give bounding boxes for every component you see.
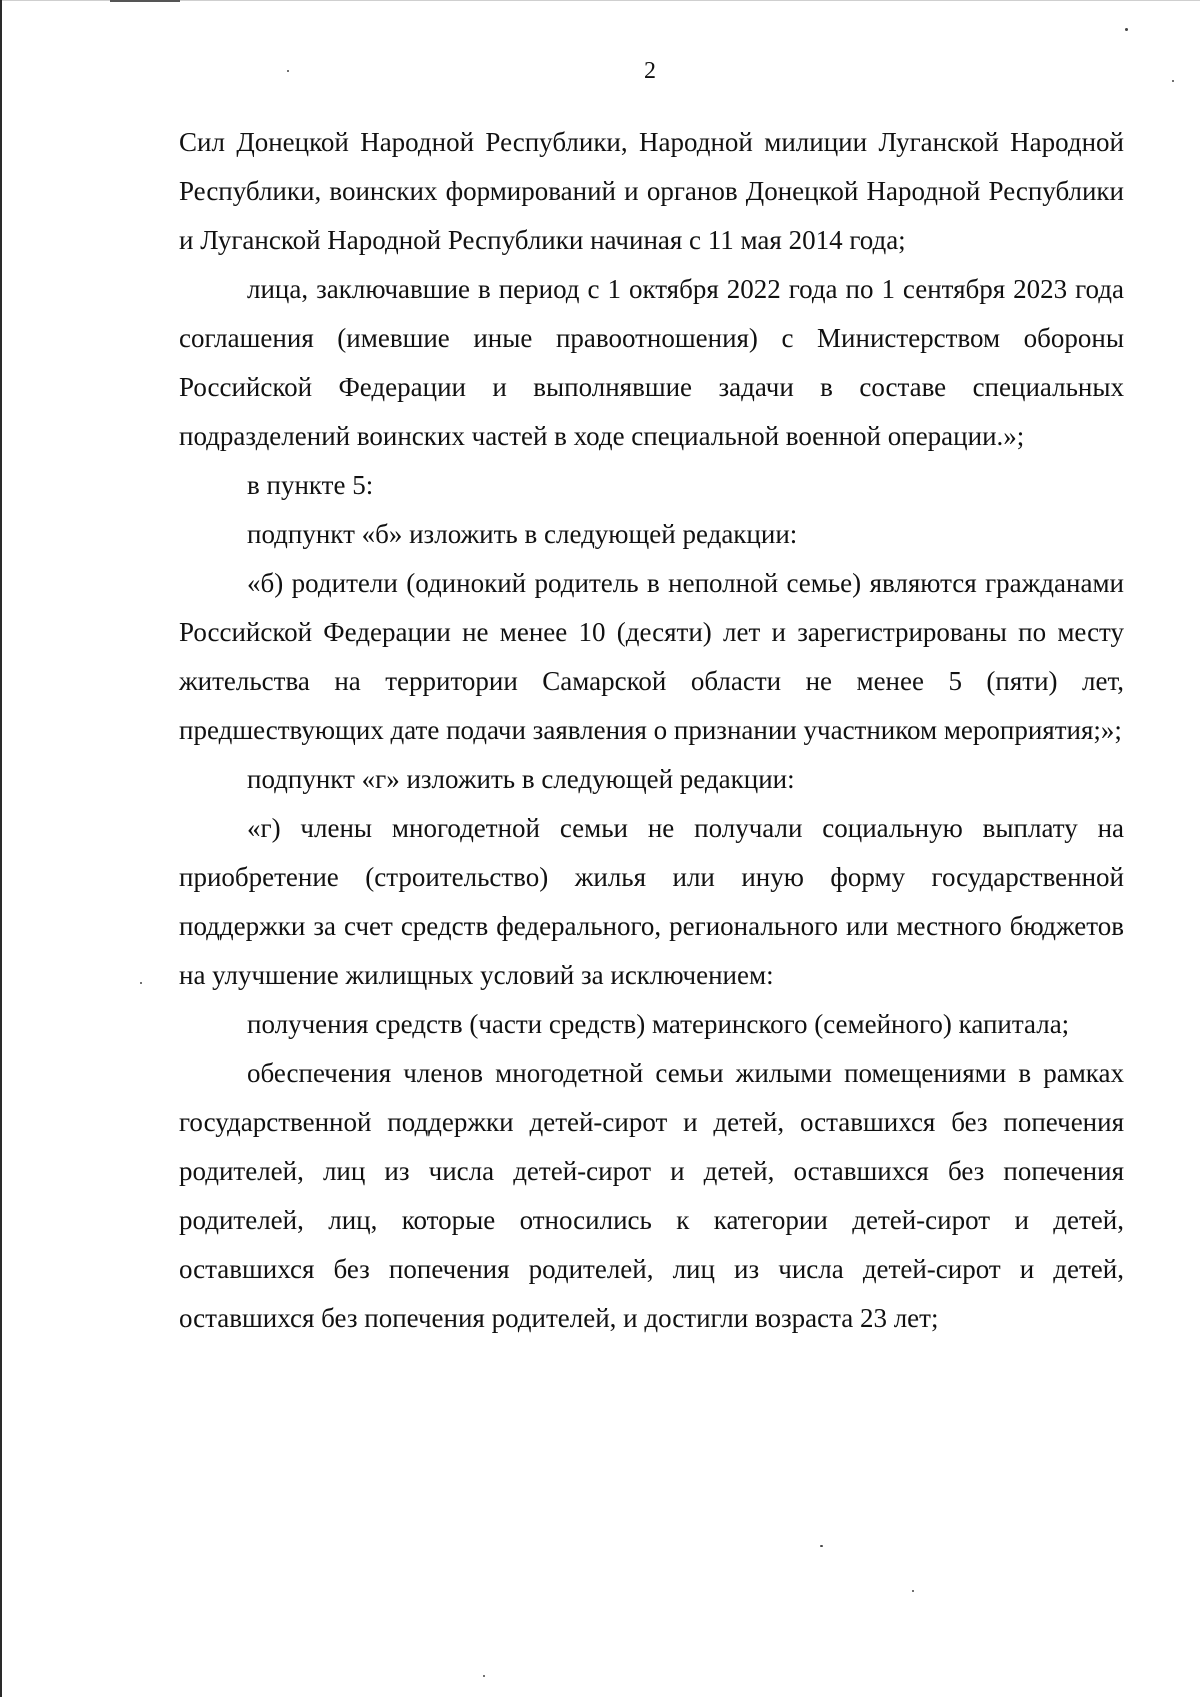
scan-speck bbox=[287, 70, 289, 72]
scan-top-mark bbox=[110, 0, 180, 2]
scan-left-edge bbox=[0, 0, 2, 1697]
paragraph-subpoint-b-intro: подпункт «б» изложить в следующей редакции: bbox=[247, 519, 798, 549]
scan-speck bbox=[820, 1545, 823, 1547]
scan-top-edge bbox=[0, 0, 1200, 1]
page-number: 2 bbox=[644, 58, 656, 84]
paragraph-maternity-capital: получения средств (части средств) материнского (семейного) капитала; bbox=[247, 1009, 1070, 1039]
scan-speck bbox=[483, 1675, 485, 1677]
paragraph-subpoint-g: «г) члены многодетной семьи не получали социальную выплату на приобретение (строительство) жилья или иную форму государственной поддержки за счет средств федерального, регионального или местного бюджетов на улучшение жилищных условий за исключением: bbox=[179, 813, 1124, 990]
paragraph-subpoint-b: «б) родители (одинокий родитель в неполной семье) являются гражданами Российской Федерации не менее 10 (десяти) лет и зарегистрированы по месту жительства на территории Самарской области не менее 5 (пяти) лет, предшествующих дате подачи заявления о признании участником мероприятия;»; bbox=[179, 568, 1124, 745]
scan-speck bbox=[912, 1590, 914, 1592]
scan-speck bbox=[1125, 28, 1128, 31]
paragraph-point-5: в пункте 5: bbox=[247, 470, 374, 500]
paragraph-continuation: Сил Донецкой Народной Республики, Народной милиции Луганской Народной Республики, воинских формирований и органов Донецкой Народной Республики и Луганской Народной Республики начиная с 11 мая 2014 года; bbox=[179, 127, 1124, 255]
scan-speck bbox=[1172, 80, 1174, 82]
scan-speck bbox=[140, 982, 142, 984]
paragraph-subpoint-g-intro: подпункт «г» изложить в следующей редакции: bbox=[247, 764, 795, 794]
paragraph-orphans-housing: обеспечения членов многодетной семьи жилыми помещениями в рамках государственной поддержки детей-сирот и детей, оставшихся без попечения родителей, лиц из числа детей-сирот и детей, оставшихся без попечения родителей, лиц, которые относились к категории детей-сирот и детей, оставшихся без попечения родителей, лиц из числа детей-сирот и детей, оставшихся без попечения родителей, и достигли возраста 23 лет; bbox=[179, 1058, 1124, 1333]
paragraph-contract-persons: лица, заключавшие в период с 1 октября 2022 года по 1 сентября 2023 года соглашения (имевшие иные правоотношения) с Министерством обороны Российской Федерации и выполнявшие задачи в составе специальных подразделений воинских частей в ходе специальной военной операции.»; bbox=[179, 274, 1124, 451]
document-body bbox=[179, 118, 1124, 1343]
